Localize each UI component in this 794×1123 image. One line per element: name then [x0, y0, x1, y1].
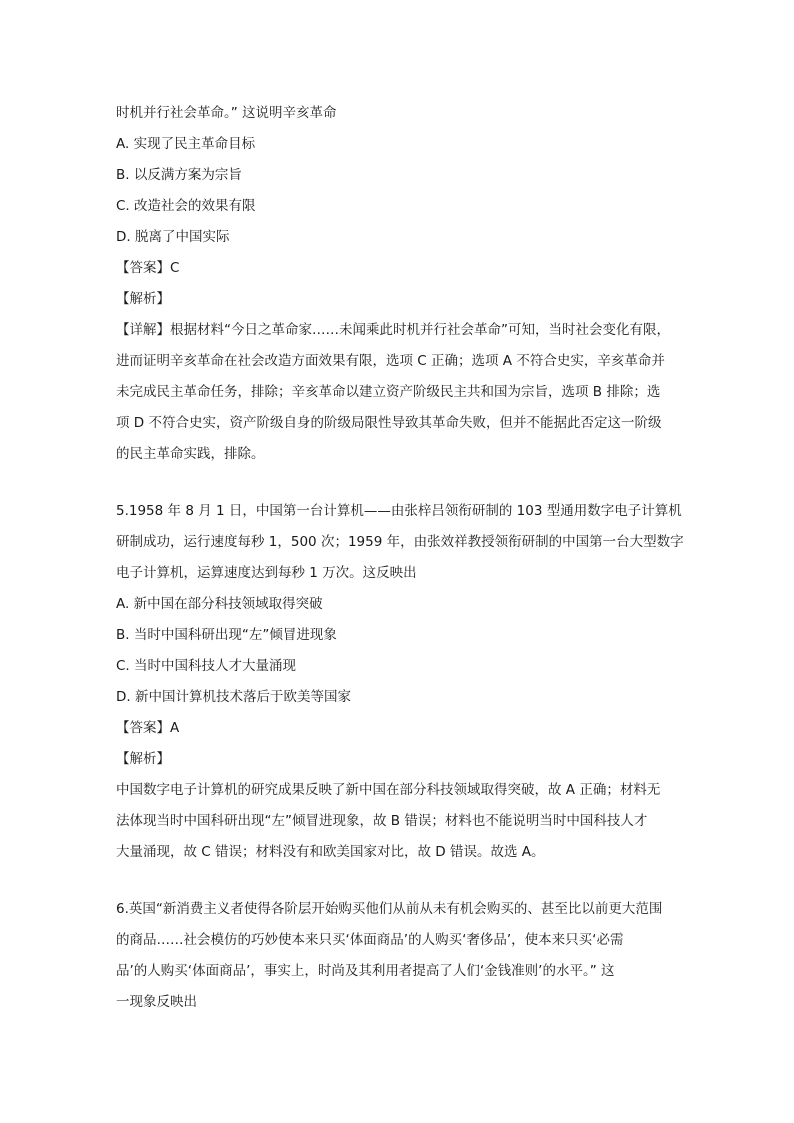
q5-stem-line: 电子计算机，运算速度达到每秒 1 万次。这反映出: [116, 565, 417, 581]
q4-analysis-line: 进而证明辛亥革命在社会改造方面效果有限，选项 C 正确；选项 A 不符合史实，辛亥革命并: [116, 353, 665, 369]
q4-option-c: C. 改造社会的效果有限: [116, 198, 256, 214]
q4-analysis-heading: 【解析】: [116, 291, 170, 307]
q4-analysis-line: 项 D 不符合史实，资产阶级自身的阶级局限性导致其革命失败，但并不能据此否定这一阶级: [116, 415, 662, 431]
q5-option-b: B. 当时中国科研出现“左”倾冒进现象: [116, 627, 337, 643]
q4-stem-tail: 时机并行社会革命。” 这说明辛亥革命: [116, 105, 337, 121]
q4-option-a: A. 实现了民主革命目标: [116, 136, 256, 152]
q4-analysis-line: 【详解】根据材料“今日之革命家……未闻乘此时机并行社会革命”可知，当时社会变化有限，: [116, 322, 670, 338]
q6-stem-line: 品’的人购买‘体面商品’，事实上，时尚及其利用者提高了人们‘金钱准则’的水平。” 这: [116, 963, 615, 979]
q6-stem-line: 一现象反映出: [116, 994, 197, 1010]
q5-analysis-line: 中国数字电子计算机的研究成果反映了新中国在部分科技领域取得突破，故 A 正确；材料无: [116, 782, 661, 798]
q4-option-b: B. 以反满方案为宗旨: [116, 167, 242, 183]
q5-option-a: A. 新中国在部分科技领域取得突破: [116, 596, 323, 612]
q4-analysis-line: 的民主革命实践，排除。: [116, 446, 265, 462]
section-gap: [116, 872, 686, 898]
q5-analysis-line: 法体现当时中国科研出现“左”倾冒进现象，故 B 错误；材料也不能说明当时中国科技人才: [116, 813, 648, 829]
q5-analysis-heading: 【解析】: [116, 751, 170, 767]
q6-stem-line: 6.英国“新消费主义者使得各阶层开始购买他们从前从未有机会购买的、甚至比以前更大范围: [116, 901, 663, 917]
q5-stem-line: 5.1958 年 8 月 1 日，中国第一台计算机——由张梓吕领衔研制的 103 型通用数字电子计算机: [116, 503, 682, 519]
q5-stem-line: 研制成功，运行速度每秒 1，500 次；1959 年，由张效祥教授领衔研制的中国第一台大型数字: [116, 534, 684, 550]
q5-answer: 【答案】A: [116, 720, 180, 736]
q4-analysis-line: 未完成民主革命任务，排除；辛亥革命以建立资产阶级民主共和国为宗旨，选项 B 排除；选: [116, 384, 661, 400]
q4-option-d: D. 脱离了中国实际: [116, 229, 230, 245]
q4-answer: 【答案】C: [116, 260, 180, 276]
q5-option-d: D. 新中国计算机技术落后于欧美等国家: [116, 689, 351, 705]
q5-analysis-line: 大量涌现，故 C 错误；材料没有和欧美国家对比，故 D 错误。故选 A。: [116, 844, 545, 860]
q6-stem-line: 的商品……社会模仿的巧妙使本来只买‘体面商品’的人购买‘奢侈品’，使本来只买‘必需: [116, 932, 624, 948]
section-gap: [116, 474, 686, 500]
document-page: [116, 102, 686, 1022]
q5-option-c: C. 当时中国科技人才大量涌现: [116, 658, 297, 674]
